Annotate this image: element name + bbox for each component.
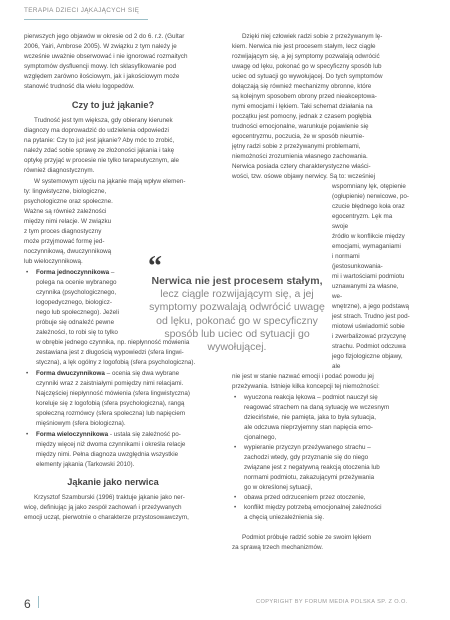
header-rule — [24, 19, 148, 20]
text-line: Nerwica posiada cztery charakterystyczne właści- — [232, 163, 371, 170]
closing-paragraph — [232, 533, 410, 553]
pull-quote — [143, 275, 331, 354]
text-line: kiem. Nerwica nie jest procesem stałym, lecz ciągle — [232, 43, 376, 50]
text-line: emocjami, wymaganiami — [332, 243, 401, 250]
text-line: elementy jąkania (Tarkowski 2010). — [36, 461, 135, 468]
paragraph-1 — [24, 116, 202, 176]
text-line: nego lub społecznego). Jeżeli — [36, 309, 119, 316]
text-line: w obrębie jednego czynnika, np. niepłynność mówienia — [36, 339, 190, 346]
text-line: zależności, to robi się to tylko — [36, 329, 118, 336]
footer-divider — [38, 596, 39, 608]
text-line: dołączają się również mechanizmy obronne, które — [232, 83, 372, 90]
text-line: rozwijającym się, a jej symptomy pozwalają odwrócić — [232, 53, 380, 60]
text-line: normami podmiotu, zakazującymi przeżywania — [244, 474, 375, 481]
text-line: trudności emocjonalne, warunkuje pojawienie się — [232, 123, 369, 130]
text-line: obawa przed odrzuceniem przez otoczenie, — [244, 494, 366, 501]
text-line: i zwerbalizować przyczynę — [332, 333, 407, 340]
text-line: Dzięki niej człowiek radzi sobie z przeżywanym lę- — [242, 33, 383, 40]
text-line: W systemowym ujęciu na jąkanie mają wpływ elemen- — [34, 178, 186, 185]
bullet-icon: • — [234, 394, 237, 401]
text-line: jest strach. Trudno jest pod- — [332, 313, 410, 320]
text-line: nymi emocjami i lękiem. Taki schemat działania na — [232, 103, 373, 110]
text-line: konflikt między potrzebą emocjonalnej zależności — [244, 504, 382, 511]
text-line: jętny radzi sobie z przeżywanymi problemami, — [232, 143, 361, 150]
text-line: społeczną rozmówcy (sfera społeczna) lub napięciem — [36, 410, 186, 417]
text-line: również diagnostycznym. — [24, 167, 95, 174]
list-item — [232, 393, 410, 443]
bullet-icon: • — [26, 431, 29, 438]
text-line: czynnika (psychologicznego, — [36, 289, 117, 296]
text-line: stanowić trudność dla wielu logopedów. — [24, 83, 135, 90]
text-line: wypieranie przyczyn przeżywanego strachu – — [244, 444, 371, 451]
text-line: Krzysztof Szamburski (1996) traktuje jąkanie jako ner- — [34, 494, 185, 501]
text-line: wości, tzw. ośowe objawy nerwicy. Są to: wcześniej — [232, 173, 376, 180]
text-line: (ogłupienie) nerwicowe, po- — [332, 193, 410, 200]
list-item — [26, 430, 202, 440]
text-line: Ważne są również zależności — [24, 208, 107, 215]
form-item-1-narrow — [36, 278, 122, 338]
text-line: uznawanymi za własne, we- — [332, 283, 399, 300]
quote-mark-icon: “ — [148, 251, 162, 282]
term-label: Forma jednoczynnikowa — [36, 269, 110, 276]
text-line: strachu. Podmiot odczuwa — [332, 343, 406, 350]
text-line: reagować strachem na daną sytuację we wczesnym — [244, 404, 390, 411]
term-label: Forma dwuczynnikowa — [36, 370, 105, 377]
text-line: lub wieloczynnikową. — [24, 258, 83, 265]
term-label: Forma wieloczynnikowa — [36, 431, 109, 438]
copyright-notice: COPYRIGHT BY FORUM MEDIA POLSKA SP. Z O.O. — [256, 599, 408, 605]
list-item: • Forma jednoczynnikowa – — [26, 269, 115, 276]
paragraph-2 — [24, 177, 202, 267]
text-line: próbuje się odnaleźć pewne — [36, 319, 115, 326]
text-line: pierwszych jego objawów w okresie od 2 do 6. r.ż. (Gultar — [24, 33, 185, 40]
text-line: a chęcią uniezależnienia się. — [244, 514, 325, 521]
text-line: ale odczuwa nieprzyjemny stan napięcia emo- — [244, 424, 373, 431]
text-line: względem zarówno ilościowym, jak i jakościowym może — [24, 73, 180, 80]
text-line: należy zdać sobie sprawę ze złożoności jąkania i takę — [24, 147, 175, 154]
form-item-3-lines — [36, 440, 202, 470]
text-line: wyuczona reakcja lękowa – podmiot nauczył się — [244, 394, 378, 401]
text-line: wicę, definiując ją jako zespół zachowań i przeżywanych — [24, 504, 182, 511]
text-line: zachodzi wtedy, gdy przyznanie się do niego — [244, 454, 369, 461]
text-line: dzieciństwie, nie pamięta, jaka to była sytuacja, — [244, 414, 376, 421]
text-line: 2006, Yairi, Ambrose 2005). W związku z tym należy je — [24, 43, 177, 50]
text-line: zestawiana jest z długością wypowiedzi (sfera lingwi- — [36, 349, 184, 356]
text-line: symptomów dysfluencji mowy. Ich sklasyfikowanie pod — [24, 63, 177, 70]
text-line: za sprawą trzech mechanizmów. — [232, 544, 323, 551]
text-line: Trudność jest tym większa, gdy obierany kierunek — [34, 117, 173, 124]
paragraph-2-narrow — [24, 187, 120, 267]
list-item — [26, 369, 202, 379]
text-line: noczynnikową, dwuczynnikową — [24, 248, 112, 255]
text-line: z tym proces diagnostyczny — [24, 228, 102, 235]
section-title: TERAPIA DZIECI JĄKAJĄCYCH SIĘ — [24, 7, 140, 14]
text-line: emocji ucząt, pierwotnie o charakterze przystosowawczym, — [24, 514, 189, 521]
text-line: go w określonej sytuacji, — [244, 484, 313, 491]
bullet-line — [234, 493, 410, 503]
text-line: uciec od sytuacji go wywołującej. Do tych symptomów — [232, 73, 383, 80]
text-line: źródło w konflikcie między — [332, 233, 405, 240]
text-line: styczna), a lęk ogólny z logofobią (sfera psychologiczna). — [36, 359, 196, 366]
heading-jakanie-jako-nerwica: Jąkanie jako nerwica — [67, 477, 159, 487]
text-line: wnętrzne), a jego podstawą — [332, 303, 410, 310]
text-line: logopedycznego, biologicz- — [36, 299, 112, 306]
text-line: przeżywania. Istnieje kilka koncepcji tej niemożności: — [232, 383, 380, 390]
bullet-icon: • — [26, 370, 29, 377]
text-line: - ustala się zależność po- — [108, 431, 181, 438]
text-line: między więcej niż dwoma czynnikami i określa relacje — [36, 441, 186, 448]
bullet-icon: • — [26, 269, 29, 276]
text-line: mięśniowym (sfera biologiczna). — [36, 420, 126, 427]
text-line: uwagę od lęku, pokonać go w specyficzny sposób lub — [232, 63, 382, 70]
text-line: może przyjmować formę jed- — [24, 238, 105, 245]
bullet-icon: • — [234, 504, 237, 511]
bullet-line — [234, 393, 410, 403]
text-line: cjonalnego, — [244, 434, 277, 441]
heading-czy-to-juz-jakanie: Czy to już jąkanie? — [71, 100, 155, 110]
text-line: egocentryzmu, poczucia, że w sposób nieumie- — [232, 133, 365, 140]
text-line: jego fizjologiczne objawy, ale — [332, 353, 403, 370]
text-line: Najczęściej niepłynność mówienia (sfera lingwistyczna) — [36, 390, 190, 397]
right-paragraph-top — [232, 32, 410, 182]
intro-paragraph — [24, 32, 202, 92]
text-line: czucie błędnego koła oraz — [332, 203, 405, 210]
text-line: są kolejnym sposobem obrony przed nieakceptowa- — [232, 93, 377, 100]
text-line: miotowi uświadomić sobie — [332, 323, 405, 330]
text-line: między nimi relacje. W związku — [24, 218, 112, 225]
text-line: egocentryzm. Lęk ma swoje — [332, 213, 393, 230]
text-line: wcześnie uważnie obserwować i nie ignorować rozmaitych — [24, 53, 188, 60]
text-line: polega na ocenie wybranego — [36, 279, 117, 286]
text-line: ty: lingwistyczne, biologiczne, — [24, 188, 107, 195]
right-paragraph-narrow — [332, 182, 410, 372]
form-item-3 — [24, 430, 202, 470]
text-line: nie jest w stanie nazwać emocji i podać powodu jej — [232, 373, 374, 380]
text-line: niemożności zrozumienia własnego zachowania. — [232, 153, 368, 160]
list-item — [232, 503, 410, 523]
text-line: między nimi. Pełna diagnoza uwzględnia wszystkie — [36, 451, 179, 458]
text-line: optykę przyjąć w procesie nie tylko terapeutycznym, ale — [24, 157, 180, 164]
text-line: i normami (jestosunkowania- — [332, 253, 383, 270]
text-line: wspomniany lęk, otępienie — [332, 183, 406, 190]
text-line: diagnozy ma doprowadzić do udzielenia odpowiedzi — [24, 127, 169, 134]
text-line: początku jest pomocny, jednak z czasem pogłębia — [232, 113, 372, 120]
paragraph-3 — [24, 493, 202, 523]
form-item-2-lines — [36, 379, 202, 429]
bullet-line — [234, 443, 410, 453]
text-line: koreluje się z logofobią (sfera psychologiczna), rangą — [36, 400, 185, 407]
text-line: Podmiot próbuje radzić sobie ze swoim lękiem — [242, 534, 372, 541]
list-item — [232, 443, 410, 493]
pull-quote-rest: lecz ciągle rozwijającym się, a jej symptomy pozwalają odwrócić uwagę od lęku, pokonać go w specyficzny sposób lub uciec od sytuacji go wywołującej. — [149, 288, 325, 354]
list-item — [232, 493, 410, 503]
right-paragraph-mid — [232, 372, 410, 392]
bullet-line — [234, 503, 410, 513]
pull-quote-strong: Nerwica nie jest procesem stałym, — [151, 275, 323, 287]
bullet-icon: • — [234, 444, 237, 451]
text-line: czynniki wraz z zaistniałymi pomiędzy nimi relacjami. — [36, 380, 184, 387]
text-line: psychologiczne oraz społeczne. — [24, 198, 113, 205]
text-line: na pytanie: Czy to już jest jąkanie? Aby móc to zrobić, — [24, 137, 175, 144]
form-item-2 — [24, 369, 202, 429]
text-line: – ocenia się dwa wybrane — [104, 370, 180, 377]
concept-list — [232, 393, 410, 523]
bullet-icon: • — [234, 494, 237, 501]
text-line: związane jest z negatywną reakcją otoczenia lub — [244, 464, 380, 471]
page-number: 6 — [24, 597, 31, 611]
text-line: mi i wartościami podmiotu — [332, 273, 405, 280]
